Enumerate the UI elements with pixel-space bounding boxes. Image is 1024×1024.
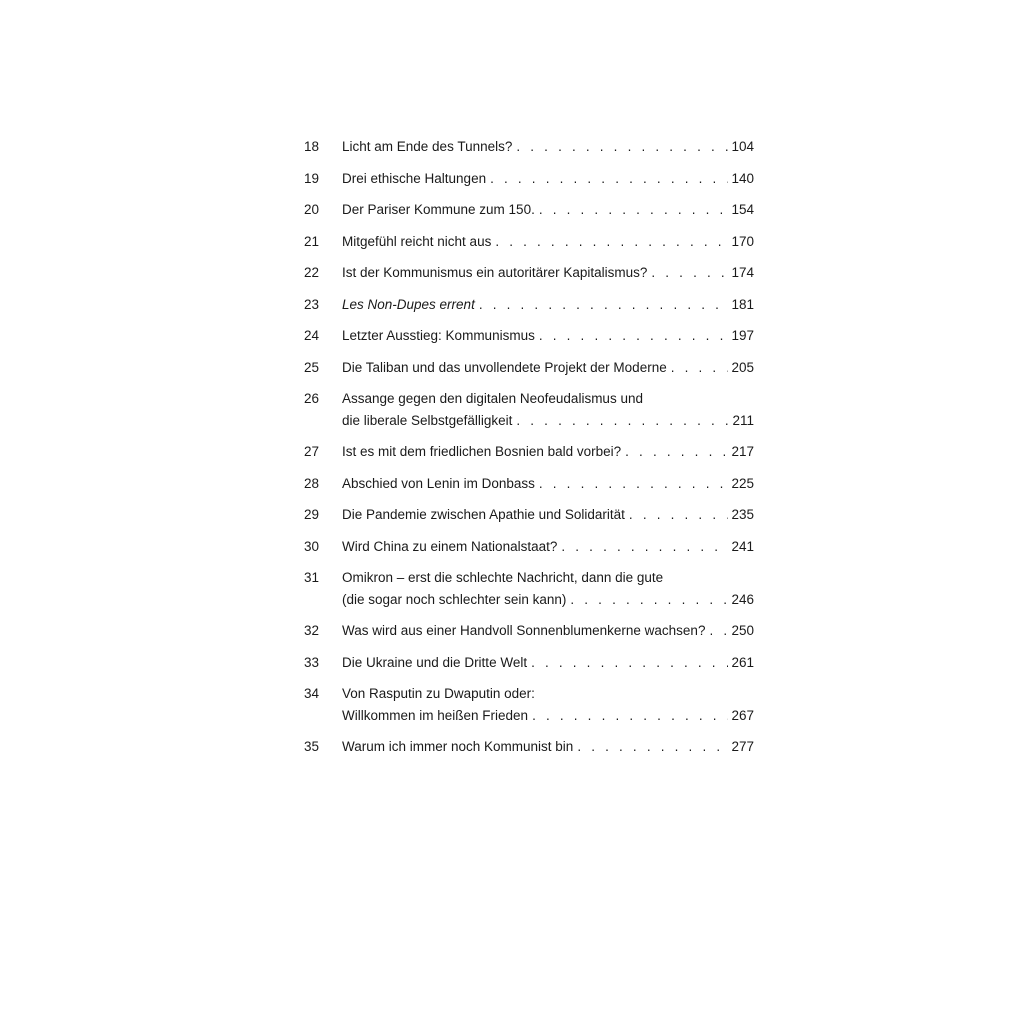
chapter-title-block (342, 567, 754, 610)
chapter-title: Assange gegen den digitalen Neofeudalismus und (342, 391, 643, 406)
dot-leader (495, 231, 728, 253)
chapter-title-block (342, 683, 754, 726)
dot-leader (709, 620, 728, 642)
chapter-title-block (342, 388, 754, 431)
dot-leader (516, 136, 728, 158)
title-line (342, 168, 754, 190)
chapter-number: 32 (304, 623, 320, 638)
toc-entry (304, 567, 754, 610)
title-line (342, 262, 754, 284)
dot-leader (539, 325, 729, 347)
dot-leader (531, 652, 728, 674)
chapter-title-block (342, 652, 754, 674)
dot-leader (629, 504, 729, 526)
chapter-title: Licht am Ende des Tunnels? (342, 139, 513, 154)
page-number: 197 (731, 328, 754, 343)
page-number: 154 (731, 202, 754, 217)
toc-entry (304, 652, 754, 674)
toc-entry (304, 441, 754, 463)
chapter-number: 29 (304, 507, 320, 522)
chapter-title: Willkommen im heißen Frieden (342, 707, 529, 723)
chapter-title-block (342, 357, 754, 379)
dot-leader (532, 705, 728, 727)
title-line (342, 388, 754, 410)
dot-leader (479, 294, 729, 316)
chapter-title: Mitgefühl reicht nicht aus (342, 233, 492, 249)
chapter-title: Omikron – erst die schlechte Nachricht, dann die gute (342, 570, 664, 585)
chapter-title: die liberale Selbstgefälligkeit (342, 412, 513, 428)
chapter-title: Von Rasputin zu Dwaputin oder: (342, 686, 535, 701)
toc-entry (304, 504, 754, 526)
chapter-number: 31 (304, 570, 320, 585)
chapter-title: Ist es mit dem friedlichen Bosnien bald vorbei? (342, 444, 622, 459)
chapter-title-block (342, 199, 754, 221)
page-number: 211 (732, 412, 754, 428)
dot-leader (570, 589, 728, 611)
dot-leader (671, 357, 729, 379)
title-line (342, 231, 754, 253)
page-number: 140 (731, 170, 754, 186)
title-line (342, 441, 754, 463)
chapter-number: 24 (304, 328, 320, 343)
title-line (342, 410, 754, 432)
title-line (342, 736, 754, 758)
toc-entry (304, 294, 754, 316)
title-line (342, 567, 754, 589)
title-line (342, 620, 754, 642)
chapter-title: Ist der Kommunismus ein autoritärer Kapitalismus? (342, 265, 648, 280)
chapter-number: 26 (304, 391, 320, 406)
title-line (342, 536, 754, 558)
chapter-number: 35 (304, 739, 320, 754)
chapter-number: 30 (304, 538, 320, 554)
title-line (342, 199, 754, 221)
toc-entry (304, 199, 754, 221)
page-number: 235 (731, 507, 754, 522)
page-number: 104 (731, 139, 754, 154)
chapter-title: Drei ethische Haltungen (342, 170, 487, 186)
chapter-number: 27 (304, 444, 320, 459)
toc-entry (304, 473, 754, 495)
toc-entry (304, 136, 754, 158)
title-line (342, 136, 754, 158)
chapter-title-block (342, 325, 754, 347)
toc-entry (304, 168, 754, 190)
page-number: 217 (731, 444, 754, 459)
chapter-title-block (342, 136, 754, 158)
chapter-number: 33 (304, 654, 320, 670)
page-number: 246 (731, 591, 754, 607)
chapter-title: Was wird aus einer Handvoll Sonnenblumenkerne wachsen? (342, 623, 706, 638)
page-number: 241 (731, 538, 754, 554)
chapter-number: 34 (304, 686, 320, 701)
chapter-title: Les Non-Dupes errent (342, 296, 475, 312)
chapter-title-block (342, 168, 754, 190)
page-number: 225 (731, 475, 754, 491)
page-number: 277 (731, 739, 754, 754)
chapter-title: Warum ich immer noch Kommunist bin (342, 739, 574, 754)
chapter-title-block (342, 473, 754, 495)
title-line (342, 504, 754, 526)
page-number: 174 (731, 265, 754, 280)
chapter-number: 22 (304, 265, 320, 280)
title-line (342, 294, 754, 316)
chapter-number: 25 (304, 359, 320, 375)
title-line (342, 652, 754, 674)
page-number: 267 (731, 707, 754, 723)
chapter-title-block (342, 231, 754, 253)
chapter-number: 23 (304, 296, 320, 312)
toc-entry (304, 231, 754, 253)
chapter-number: 20 (304, 202, 320, 217)
chapter-title-block (342, 736, 754, 758)
dot-leader (490, 168, 728, 190)
toc-entry (304, 736, 754, 758)
chapter-title: (die sogar noch schlechter sein kann) (342, 591, 567, 607)
chapter-title: Abschied von Lenin im Donbass (342, 475, 535, 491)
chapter-title-block (342, 620, 754, 642)
page-number: 170 (731, 233, 754, 249)
toc-entry (304, 325, 754, 347)
title-line (342, 473, 754, 495)
chapter-title-block (342, 504, 754, 526)
chapter-title: Die Pandemie zwischen Apathie und Solidarität (342, 507, 625, 522)
title-line (342, 325, 754, 347)
chapter-number: 19 (304, 170, 320, 186)
chapter-number: 28 (304, 475, 320, 491)
chapter-title-block (342, 441, 754, 463)
dot-leader (561, 536, 728, 558)
toc-entry (304, 683, 754, 726)
chapter-title: Die Taliban und das unvollendete Projekt der Moderne (342, 359, 667, 375)
chapter-number: 21 (304, 233, 320, 249)
toc-entry (304, 620, 754, 642)
title-line (342, 357, 754, 379)
dot-leader (651, 262, 728, 284)
title-line (342, 683, 754, 705)
page-number: 205 (731, 359, 754, 375)
toc-entry (304, 388, 754, 431)
chapter-title-block (342, 262, 754, 284)
toc-entry (304, 262, 754, 284)
chapter-title-block (342, 536, 754, 558)
dot-leader (516, 410, 729, 432)
chapter-number: 18 (304, 139, 320, 154)
dot-leader (577, 736, 728, 758)
title-line (342, 705, 754, 727)
chapter-title: Wird China zu einem Nationalstaat? (342, 538, 558, 554)
dot-leader (539, 473, 729, 495)
toc-entry (304, 536, 754, 558)
chapter-title: Die Ukraine und die Dritte Welt (342, 654, 528, 670)
title-line (342, 589, 754, 611)
chapter-title-block (342, 294, 754, 316)
page-number: 181 (731, 296, 754, 312)
toc-entry (304, 357, 754, 379)
dot-leader (625, 441, 728, 463)
page-number: 250 (731, 623, 754, 638)
chapter-title: Letzter Ausstieg: Kommunismus (342, 328, 535, 343)
table-of-contents (304, 136, 754, 768)
chapter-title: Der Pariser Kommune zum 150. (342, 202, 535, 217)
dot-leader (539, 199, 729, 221)
page-number: 261 (731, 654, 754, 670)
